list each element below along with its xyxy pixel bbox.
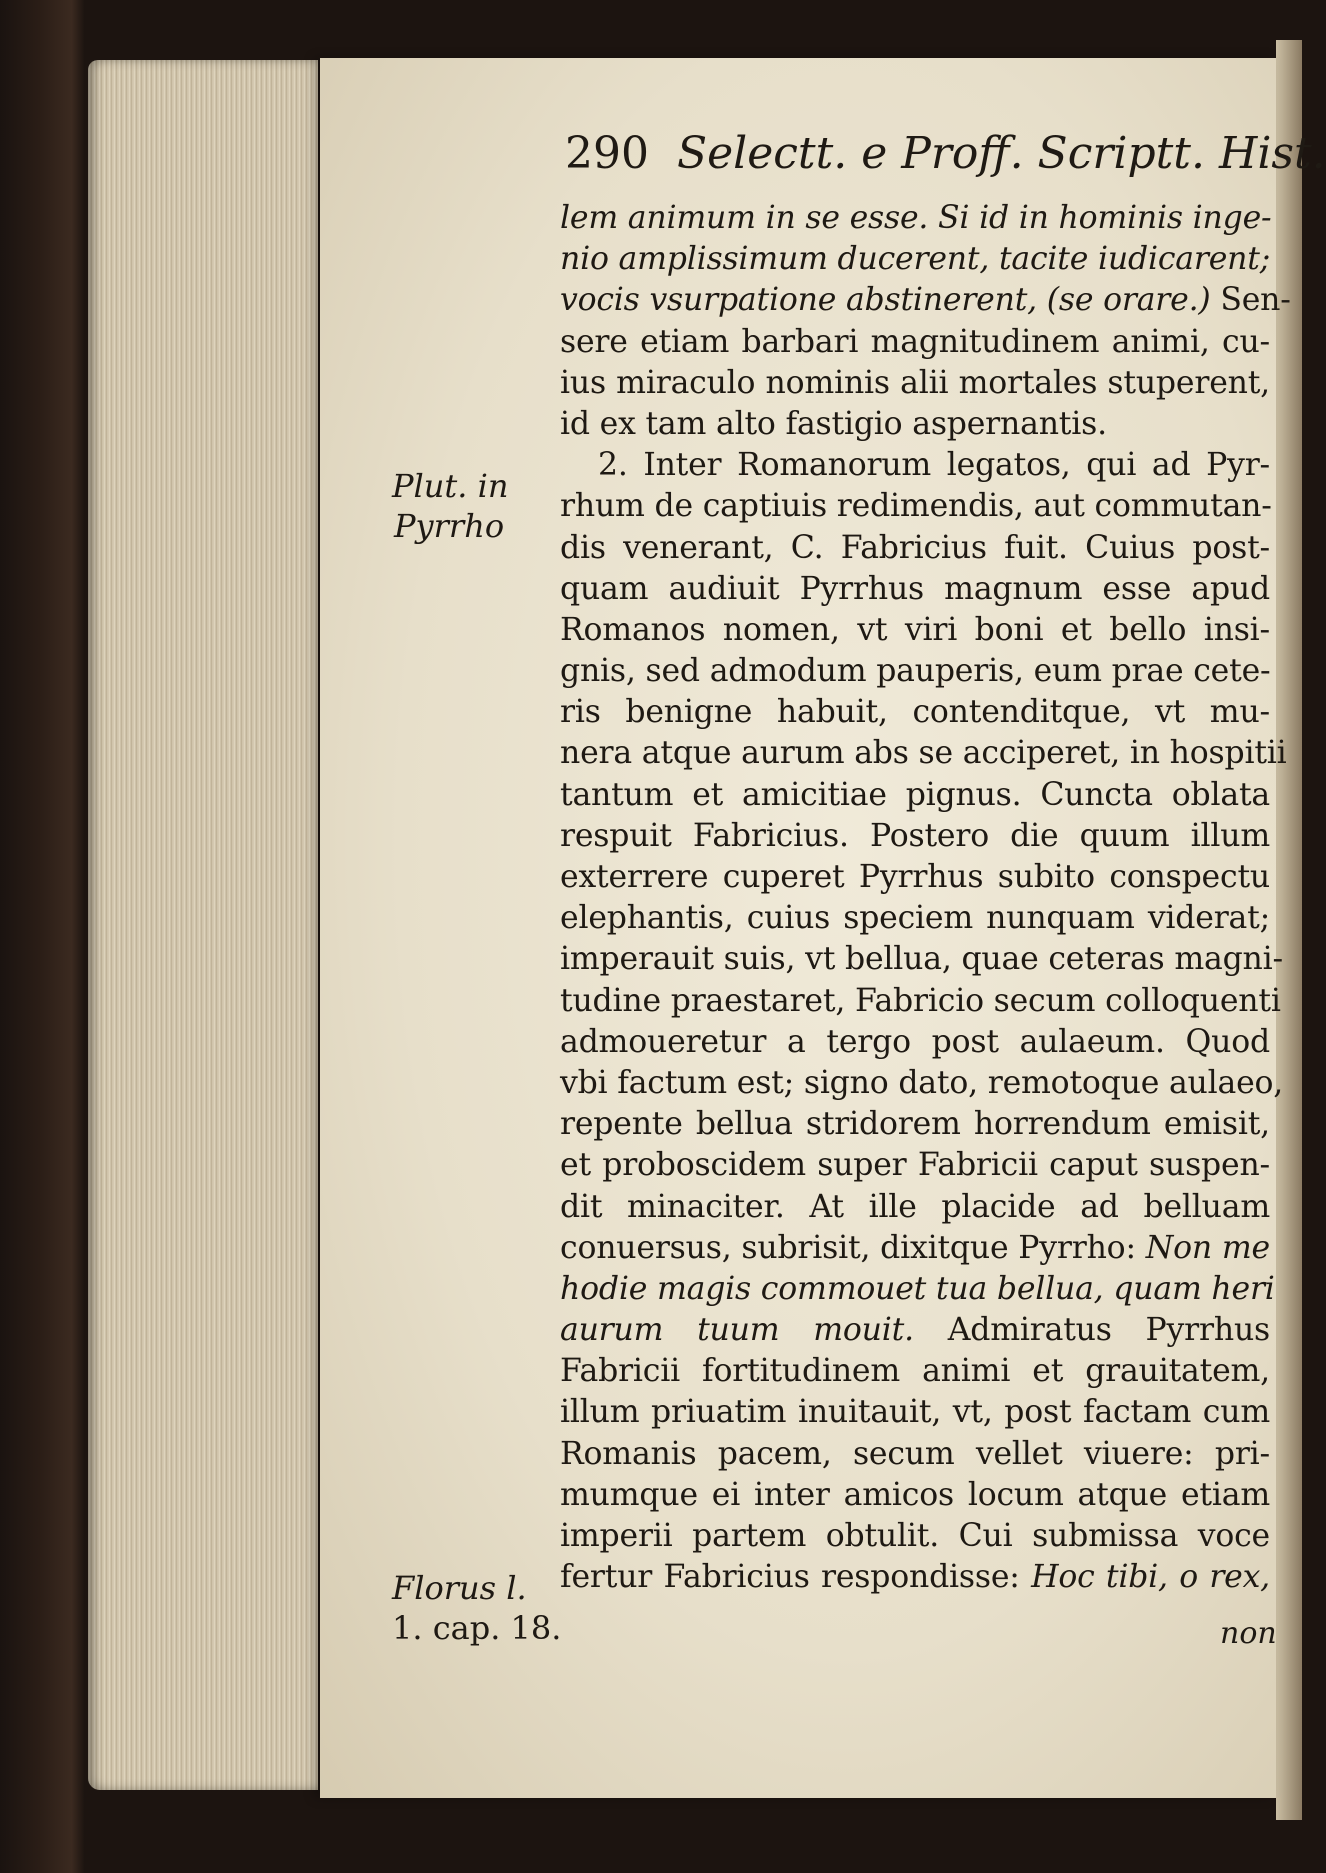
text-segment: nera atque aurum abs se acciperet, in hospitii: [560, 735, 1287, 772]
text-line: [560, 445, 1270, 486]
text-segment: admoueretur a tergo post aulaeum. Quod: [560, 1023, 1270, 1060]
text-line: [560, 1022, 1270, 1063]
text-line: [560, 1228, 1270, 1269]
text-line: [560, 1392, 1270, 1433]
text-segment: mumque ei inter amicos locum atque etiam: [560, 1476, 1270, 1513]
text-line: [560, 1475, 1270, 1516]
text-segment: aurum tuum mouit.: [560, 1312, 914, 1349]
margin-note-plutarch: [392, 466, 508, 546]
text-segment: illum priuatim inuitauit, vt, post factam cum: [560, 1394, 1270, 1431]
text-line: [560, 404, 1270, 445]
text-line: [560, 651, 1270, 692]
margin-note-florus: [392, 1568, 561, 1648]
text-line: [560, 239, 1270, 280]
text-segment: Hoc tibi, o rex,: [1031, 1559, 1270, 1596]
page-edges: [88, 60, 318, 1790]
text-segment: lem animum in se esse. Si id in hominis inge-: [560, 200, 1272, 236]
text-segment: ius miraculo nominis alii mortales stuperent,: [560, 364, 1270, 401]
text-segment: dis venerant, C. Fabricius fuit. Cuius post-: [560, 529, 1270, 566]
text-line: [560, 1516, 1270, 1557]
text-segment: tantum et amicitiae pignus. Cuncta oblata: [560, 776, 1270, 813]
text-segment: hodie magis commouet tua bellua, quam heri: [560, 1270, 1275, 1307]
text-segment: vbi factum est; signo dato, remotoque aulaeo,: [560, 1064, 1284, 1101]
text-line: [560, 692, 1270, 733]
text-line: [560, 939, 1283, 980]
text-line: [560, 1434, 1270, 1475]
text-line: [560, 280, 1291, 321]
text-segment: conuersus, subrisit, dixitque Pyrrho:: [560, 1229, 1146, 1266]
text-segment: et proboscidem super Fabricii caput suspen-: [560, 1147, 1270, 1184]
text-segment: Sen-: [1210, 282, 1291, 319]
margin-note-line: Pyrrho: [394, 507, 505, 545]
text-segment: Romanis pacem, secum vellet viuere: pri-: [560, 1435, 1270, 1472]
text-segment: nio amplissimum ducerent, tacite iudicarent;: [560, 241, 1271, 278]
text-segment: repente bellua stridorem horrendum emisit,: [560, 1106, 1270, 1143]
running-head: [565, 128, 1326, 188]
text-segment: gnis, sed admodum pauperis, eum prae cete-: [560, 653, 1271, 690]
text-segment: vocis vsurpatione abstinerent, (se orare.): [560, 282, 1211, 319]
text-line: [560, 1063, 1284, 1104]
text-segment: fertur Fabricius respondisse:: [560, 1559, 1032, 1596]
text-line: [560, 569, 1270, 610]
text-line: [560, 528, 1270, 569]
text-line: [560, 198, 1270, 239]
text-segment: exterrere cuperet Pyrrhus subito conspectu: [560, 859, 1270, 895]
text-line: [560, 486, 1270, 527]
text-segment: 2. Inter Romanorum legatos, qui ad Pyr-: [598, 447, 1270, 484]
text-segment: id ex tam alto fastigio aspernantis.: [560, 405, 1107, 442]
text-segment: Fabricii fortitudinem animi et grauitatem,: [560, 1353, 1270, 1390]
text-line: [560, 733, 1287, 774]
text-segment: imperii partem obtulit. Cui submissa voce: [560, 1518, 1270, 1554]
text-line: [560, 775, 1270, 816]
running-title: Selectt. e Proff. Scriptt. Hist.: [676, 128, 1326, 179]
text-segment: Non me: [1145, 1229, 1270, 1266]
body-text: [560, 198, 1291, 1598]
text-line: [560, 322, 1270, 363]
text-line: [560, 1269, 1275, 1310]
text-line: [560, 363, 1270, 404]
text-line: [560, 981, 1281, 1022]
text-segment: sere etiam barbari magnitudinem animi, cu-: [560, 323, 1270, 360]
text-segment: quam audiuit Pyrrhus magnum esse apud: [560, 570, 1270, 607]
text-line: [560, 1310, 1270, 1351]
page-number: 290: [565, 128, 649, 179]
margin-note-line: 1. cap. 18.: [392, 1609, 562, 1647]
text-line: [560, 610, 1270, 651]
text-segment: tudine praestaret, Fabricio secum colloquenti: [560, 982, 1281, 1019]
text-line: [560, 1557, 1270, 1598]
text-segment: ris benigne habuit, contenditque, vt mu-: [560, 694, 1270, 731]
text-line: [560, 1351, 1270, 1392]
text-segment: dit minaciter. At ille placide ad belluam: [560, 1188, 1270, 1225]
text-line: [560, 898, 1270, 939]
text-segment: Admiratus Pyrrhus: [913, 1312, 1270, 1349]
margin-note-line: Plut. in: [392, 467, 509, 505]
margin-note-line: Florus l.: [392, 1569, 527, 1607]
text-line: [560, 1145, 1270, 1186]
text-segment: Romanos nomen, vt viri boni et bello insi-: [560, 611, 1270, 648]
text-segment: rhum de captiuis redimendis, aut commutan-: [560, 488, 1272, 525]
text-segment: respuit Fabricius. Postero die quum illum: [560, 817, 1270, 854]
text-line: [560, 1104, 1270, 1145]
catchword: non: [1220, 1616, 1277, 1651]
text-segment: imperauit suis, vt bellua, quae ceteras magni-: [560, 941, 1283, 978]
text-line: [560, 857, 1270, 898]
text-segment: elephantis, cuius speciem nunquam viderat;: [560, 900, 1270, 937]
text-line: [560, 816, 1270, 857]
text-line: [560, 1187, 1270, 1228]
